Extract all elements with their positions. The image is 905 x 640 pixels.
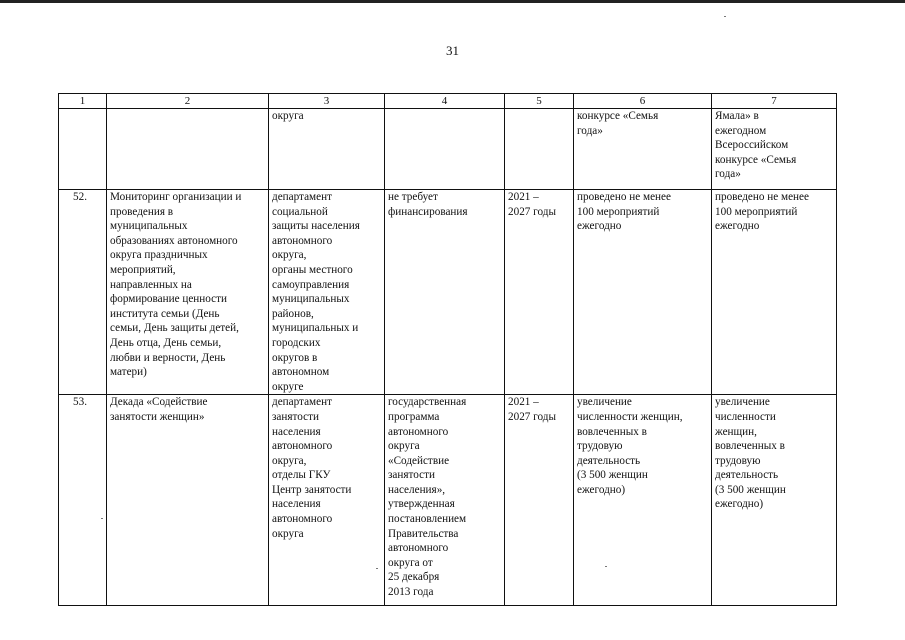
financing-source: государственная программа автономного округа «Содействие занятости населения», утвержденная постановлением Правительства автономного округа от 25 декабря 2013 года [385, 395, 505, 606]
column-header-1: 1 [59, 94, 107, 109]
scan-speck [724, 16, 726, 17]
indicator-6: увеличение численности женщин, вовлеченных в трудовую деятельность (3 500 женщин ежегодно) [574, 395, 712, 606]
column-header-5: 5 [505, 94, 574, 109]
indicator-7: проведено не менее 100 мероприятий ежегодно [712, 190, 837, 395]
column-header-3: 3 [269, 94, 385, 109]
financing-source [385, 109, 505, 190]
column-header-6: 6 [574, 94, 712, 109]
column-header-2: 2 [107, 94, 269, 109]
table-row [59, 190, 837, 395]
executor: округа [269, 109, 385, 190]
page-top-edge [0, 0, 905, 3]
column-header-4: 4 [385, 94, 505, 109]
indicator-6: проведено не менее 100 мероприятий ежегодно [574, 190, 712, 395]
indicator-7: Ямала» в ежегодном Всероссийском конкурсе «Семья года» [712, 109, 837, 190]
table-header-row [59, 94, 837, 109]
executor: департамент социальной защиты населения автономного округа, органы местного самоуправления муниципальных районов, муниципальных и городских округов в автономном округе [269, 190, 385, 395]
measure-name [107, 109, 269, 190]
scan-speck [376, 568, 378, 569]
period: 2021 – 2027 годы [505, 190, 574, 395]
measures-table [58, 93, 837, 606]
column-header-7: 7 [712, 94, 837, 109]
measure-name: Декада «Содействие занятости женщин» [107, 395, 269, 606]
measure-name: Мониторинг организации и проведения в муниципальных образованиях автономного округа праздничных мероприятий, направленных на формирование ценности института семьи (День семьи, День защиты детей, День отца, День семьи, любви и верности, День матери) [107, 190, 269, 395]
table-row [59, 395, 837, 606]
scan-speck [101, 518, 103, 519]
scan-speck [605, 566, 607, 567]
table-row-continuation [59, 109, 837, 190]
row-number [59, 109, 107, 190]
page-number: 31 [446, 43, 459, 58]
period: 2021 – 2027 годы [505, 395, 574, 606]
financing-source: не требует финансирования [385, 190, 505, 395]
period [505, 109, 574, 190]
row-number: 53. [59, 395, 107, 606]
executor: департамент занятости населения автономного округа, отделы ГКУ Центр занятости населения автономного округа [269, 395, 385, 606]
indicator-7: увеличение численности женщин, вовлеченных в трудовую деятельность (3 500 женщин ежегодно) [712, 395, 837, 606]
row-number: 52. [59, 190, 107, 395]
indicator-6: конкурсе «Семья года» [574, 109, 712, 190]
